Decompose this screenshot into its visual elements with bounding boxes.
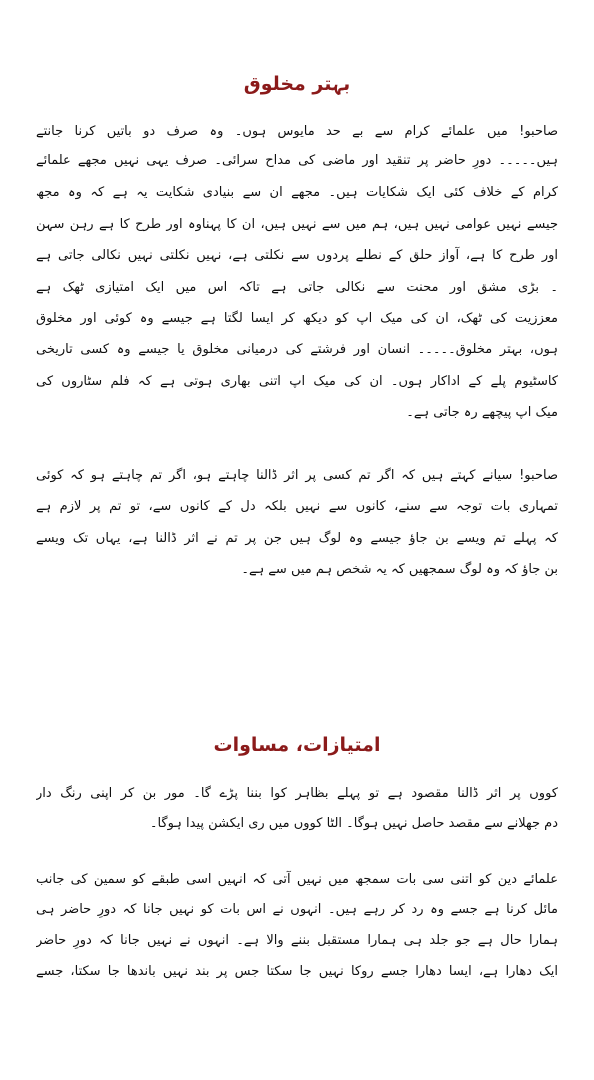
text-line: صاحبو! سیانے کہتے ہیں کہ اگر تم کسی پر اثر ڈالنا چاہتے ہو، اگر تم چاہتے ہو کہ کوئی	[36, 468, 558, 483]
text-line: کہ پہلے تم ویسے بن جاؤ جیسے وہ لوگ ہیں جن پر تم نے اثر ڈالنا ہے، یہاں تک ویسے	[36, 531, 558, 546]
text-line: ہمارا حال ہے جو جلد ہی ہمارا مستقبل بننے والا ہے۔ انہوں نے نہیں جانا کہ دورِ حاضر	[36, 933, 558, 948]
text-line: کاسٹیوم پلے کے اداکار ہوں۔ ان کی میک اپ اتنی بھاری ہوتی ہے کہ فلم سٹاروں کی	[36, 374, 558, 389]
text-line: تمہاری بات توجہ سے سنے، کانوں سے نہیں بلکہ دل کے کانوں سے، تو تم پر لازم ہے	[36, 499, 558, 514]
text-line: جیسے نہیں عوامی نہیں ہیں، ہم میں سے نہیں ہیں، ان کا پہناوہ اور طرح کا ہے رہن سہن	[36, 217, 558, 232]
text-line: ہیں۔۔۔۔۔ دورِ حاضر پر تنقید اور ماضی کی مداح سرائی۔ صرف یہی نہیں مجھے علمائے	[36, 153, 558, 168]
text-line: میک اپ پیچھے رہ جاتی ہے۔	[406, 405, 558, 420]
text-line: کووں پر اثر ڈالنا مقصود ہے تو پہلے بظاہر کوا بننا پڑے گا۔ مور بن کر اپنی رنگ دار	[36, 786, 558, 801]
text-line: اور طرح کا ہے، آواز حلق کے نطلے پردوں سے نکلتی ہے، نہیں نکلتی نہیں نکالی جاتی ہے	[36, 248, 558, 263]
text-line: علمائے دین کو اتنی سی بات سمجھ میں نہیں آتی کہ انہیں اسی طبقے کو سمین کی جانب	[36, 872, 558, 887]
text-line: کرام کے خلاف کئی ایک شکایات ہیں۔ مجھے ان سے بنیادی شکایت یہ ہے کہ وہ مجھ	[36, 185, 558, 200]
text-line: ۔ بڑی مشق اور محنت سے نکالی جاتی ہے تاکہ اس میں ایک امتیازی ٹھک ہے	[36, 280, 558, 295]
text-line: بن جاؤ کہ وہ لوگ سمجھیں کہ یہ شخص ہم میں سے ہے۔	[241, 562, 558, 577]
section-title: امتیازات، مساوات	[213, 734, 381, 756]
text-line: مائل کرنا ہے جسے وہ رد کر رہے ہیں۔ انہوں نے اس بات کو نہیں جانا کہ دورِ حاضر ہی	[36, 902, 558, 917]
text-line: دم جھلانے سے مقصد حاصل نہیں ہوگا۔ الٹا کووں میں ری ایکشن پیدا ہوگا۔	[149, 816, 558, 831]
text-line: صاحبو! میں علمائے کرام سے بے حد مایوس ہوں۔ وہ صرف دو باتیں کرنا جانتے	[36, 124, 558, 139]
text-line: ہوں، بہتر مخلوق۔۔۔۔۔ انسان اور فرشتے کی درمیانی مخلوق یا جیسے وہ کسی تاریخی	[36, 342, 558, 357]
chapter-title: بہتر مخلوق	[243, 73, 351, 95]
text-line: ایک دھارا ہے، ایسا دھارا جسے روکا نہیں جا سکتا جس پر بند نہیں باندھا جا سکتا، جسے	[36, 964, 558, 979]
text-line: معززیت کی ٹھک، ان کی میک اپ کو دیکھ کر ایسا لگتا ہے جیسے وہ کوئی اور مخلوق	[36, 311, 558, 326]
